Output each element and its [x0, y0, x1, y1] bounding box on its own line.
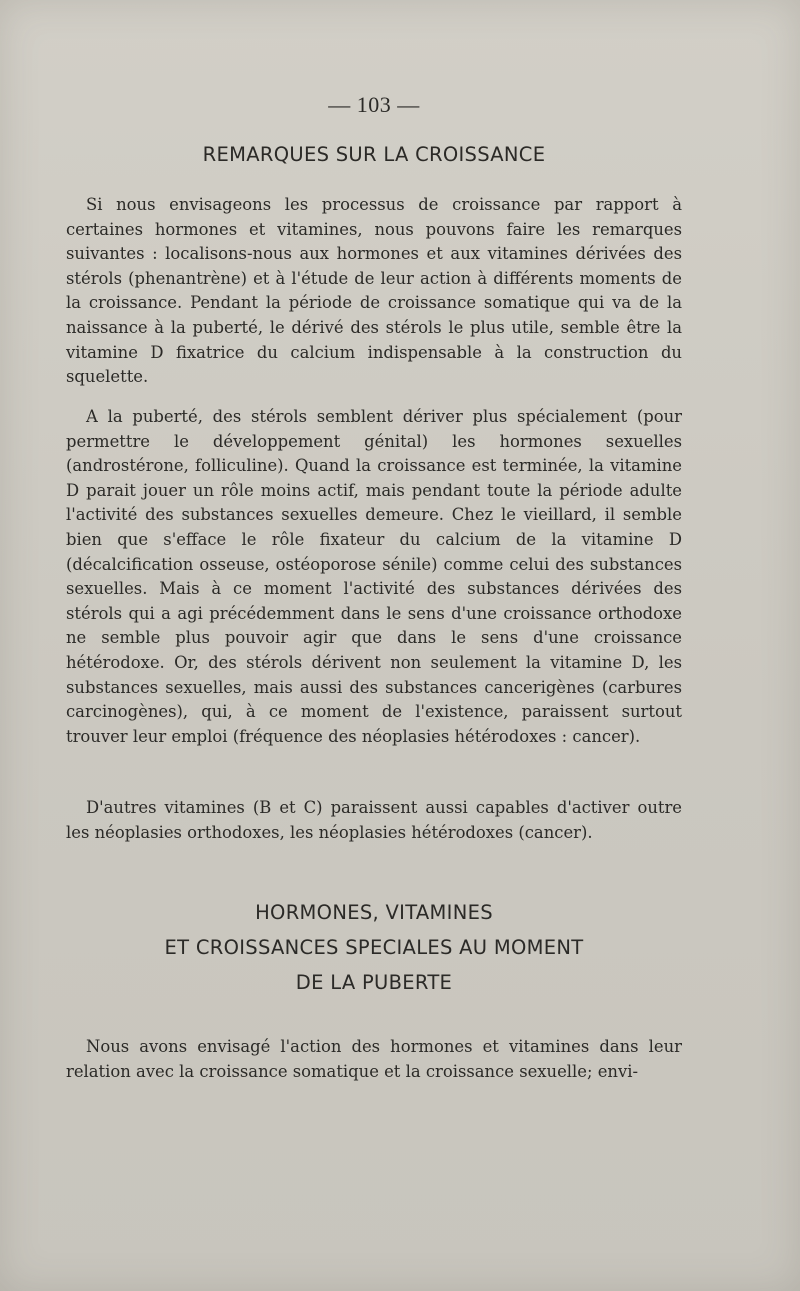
paragraph-processus-croissance: Si nous envisageons les processus de croissance par rapport à certaines hormones et vitamines, nous pouvons faire les remarques suivantes : localisons-nous aux hormones et aux vitamines dérivées des stérols (phenantrène) et à l'étude de leur action à différents moments de la croissance. Pendant la période de croissance somatique qui va de la naissance à la puberté, le dérivé des stérols le plus utile, semble être la vitamine D fixatrice du calcium indispensable à la construction du squelette.	[66, 195, 682, 387]
section-heading-hormones-vitamines	[0, 895, 748, 1000]
heading-line-3: DE LA PUBERTE	[295, 971, 453, 994]
section-heading-croissance: REMARQUES SUR LA CROISSANCE	[202, 143, 546, 166]
page-number: — 103 —	[328, 92, 420, 117]
paragraph-puberte-sterols: A la puberté, des stérols semblent dériver plus spécialement (pour permettre le développement génital) les hormones sexuelles (androstérone, folliculine). Quand la croissance est terminée, la vitamine D parait jouer un rôle moins actif, mais pendant toute la période adulte l'activité des substances sexuelles demeure. Chez le vieillard, il semble bien que s'efface le rôle fixateur du calcium de la vitamine D (décalcification osseuse, ostéoporose sénile) comme celui des substances sexuelles. Mais à ce moment l'activité des substances dérivées des stérols qui a agi précédemment dans le sens d'une croissance orthodoxe ne semble plus pouvoir agir que dans le sens d'une croissance hétérodoxe. Or, des stérols dérivent non seulement la vitamine D, les substances sexuelles, mais aussi des substances cancerigènes (carbures carcinogènes), qui, à ce moment de l'existence, paraissent surtout trouver leur emploi (fréquence des néoplasies hétérodoxes : cancer).	[66, 407, 682, 746]
heading-line-1: HORMONES, VITAMINES	[255, 901, 493, 924]
paragraph-autres-vitamines: D'autres vitamines (B et C) paraissent aussi capables d'activer outre les néoplasies orthodoxes, les néoplasies hétérodoxes (cancer).	[66, 798, 682, 842]
heading-line-2: ET CROISSANCES SPECIALES AU MOMENT	[164, 936, 584, 959]
paragraph-action-hormones: Nous avons envisagé l'action des hormones et vitamines dans leur relation avec la croissance somatique et la croissance sexuelle; envi-	[66, 1037, 682, 1081]
